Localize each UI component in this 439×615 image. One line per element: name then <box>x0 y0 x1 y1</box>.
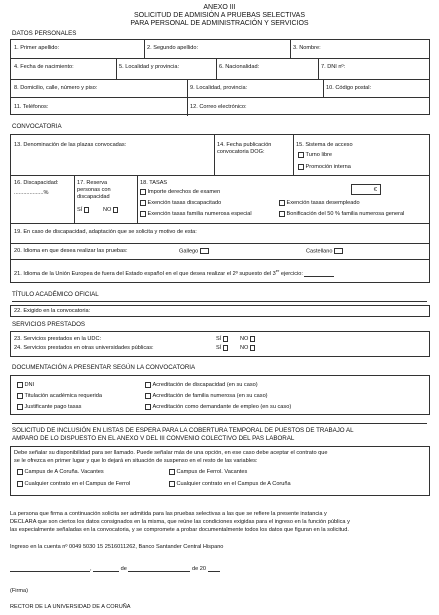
section-servicios: SERVICIOS PRESTADOS <box>12 321 86 328</box>
lista-instr-2: se le ofrezca en primer lugar y que lo dejará en situación de suspenso en el resto de las variables: <box>14 458 258 464</box>
checkbox-coruna-vacantes[interactable] <box>17 469 23 475</box>
label-idioma-pruebas: 20. Idioma en que desea realizar las pruebas: <box>14 248 128 254</box>
checkbox-familia-numerosa-especial[interactable] <box>140 211 146 217</box>
option-familia-numerosa-especial[interactable]: Exención tasas familia numerosa especial <box>140 211 252 217</box>
checkbox-exencion-desempleado[interactable] <box>279 200 285 206</box>
lista-instr-1: Debe señalar su disponibilidad para ser llamado. Puede señalar más de una opción, en ese caso debe aceptar el contrato que <box>14 450 328 456</box>
form-title-line1: SOLICITUD DE ADMISIÓN A PRUEBAS SELECTIVAS <box>133 12 306 19</box>
field-nombre[interactable]: 3. Nombre: <box>293 45 321 51</box>
option-promocion-interna[interactable]: Promoción interna <box>298 164 351 170</box>
doc-acred-discapacidad[interactable]: Acreditación de discapacidad (en su caso) <box>145 382 258 388</box>
udc-si[interactable]: SÍ <box>216 336 230 342</box>
checkbox-castellano[interactable] <box>334 248 343 254</box>
titulo-box <box>10 305 430 317</box>
option-bonificacion-50[interactable]: Bonificación del 50 % familia numerosa general <box>279 211 404 217</box>
option-importe-examen[interactable]: Importe derechos de examen <box>140 189 220 195</box>
field-dni[interactable]: 7. DNI nº: <box>321 64 346 70</box>
checkbox-turno-libre[interactable] <box>298 152 304 158</box>
checkbox-reserva-no[interactable] <box>113 207 119 213</box>
servicios-box <box>10 331 430 357</box>
option-ferrol-vacantes[interactable]: Campus de Ferrol. Vacantes <box>169 469 247 475</box>
option-exencion-desempleado[interactable]: Exención tasas desempleado <box>279 200 360 206</box>
field-segundo-apellido[interactable]: 2. Segundo apellido: <box>147 45 199 51</box>
declaracion-line3: las especialmente señaladas en la convocatoria, y se compromete a probar documentalmente todos los datos que figuran en la solicitud. <box>10 527 349 533</box>
ingreso-cuenta: Ingreso en la cuenta nº 0049 5030 15 2516011262, Banco Santander Central Hispano <box>10 544 224 550</box>
field-domicilio[interactable]: 8. Domicilio, calle, número y piso: <box>14 85 98 91</box>
field-titulo-exigido[interactable]: 22. Exigido en la convocatoria: <box>14 308 91 314</box>
label-servicios-udc: 23. Servicios prestados en la UDC: <box>14 336 102 342</box>
field-fecha-dog-1: 14. Fecha publicación <box>217 142 272 148</box>
doc-acred-familia[interactable]: Acreditación de familia numerosa (en su caso) <box>145 393 268 399</box>
field-discapacidad-pct[interactable]: ...................% <box>14 190 49 196</box>
field-fecha-dog-2[interactable]: convocatoria DOG: <box>217 149 265 155</box>
option-ferrol-cualquier[interactable]: Cualquier contrato en el Campus de Ferrol <box>17 481 130 487</box>
label-servicios-otras: 24. Servicios prestados en otras universidades públicas: <box>14 345 154 351</box>
fecha-line[interactable]: , de de 20 <box>10 566 220 572</box>
otras-no[interactable]: NO <box>240 345 257 351</box>
personal-box <box>10 39 430 115</box>
label-tasas: 18. TASAS <box>140 180 168 186</box>
field-nacionalidad[interactable]: 6. Nacionalidad: <box>219 64 260 70</box>
otras-si[interactable]: SÍ <box>216 345 230 351</box>
label-discapacidad: 16. Discapacidad: <box>14 180 59 186</box>
importe-input[interactable] <box>351 184 381 195</box>
label-reserva-3: discapacidad <box>77 194 110 200</box>
checkbox-exencion-discapacitado[interactable] <box>140 200 146 206</box>
section-documentacion: DOCUMENTACIÓN A PRESENTAR SEGÚN LA CONVOCATORIA <box>12 364 196 371</box>
option-coruna-cualquier[interactable]: Cualquier contrato en el Campus de A Coruña <box>169 481 291 487</box>
checkbox-otras-si[interactable] <box>223 345 229 351</box>
lista-title-line2: AMPARO DE LO DISPUESTO EN EL ANEXO V DEL III CONVENIO COLECTIVO DEL PAS LABORAL <box>12 435 295 442</box>
field-idioma-ue[interactable]: 21. Idioma de la Unión Europea de fuera del Estado español en el que desea realizar el 2º supuesto del 3er ejercicio: <box>14 269 334 277</box>
field-correo[interactable]: 12. Correo electrónico: <box>190 104 247 110</box>
firma-label: (Firma) <box>10 588 29 594</box>
field-telefonos[interactable]: 11. Teléfonos: <box>14 104 49 110</box>
checkbox-udc-no[interactable] <box>250 336 256 342</box>
doc-titulacion[interactable]: Titulación académica requerida <box>17 393 102 399</box>
section-convocatoria: CONVOCATORIA <box>12 123 62 130</box>
checkbox-importe-examen[interactable] <box>140 189 146 195</box>
checkbox-doc-acred-discapacidad[interactable] <box>145 382 151 388</box>
fecha-dia-input[interactable] <box>93 571 119 572</box>
declaracion-line1: La persona que firma a continuación solicita ser admitida para las pruebas selectivas a las que se refiere la presente instancia y <box>10 511 327 517</box>
checkbox-doc-justificante[interactable] <box>17 404 23 410</box>
checkbox-otras-no[interactable] <box>250 345 256 351</box>
label-sistema-acceso: 15. Sistema de acceso <box>296 142 353 148</box>
doc-acred-demandante[interactable]: Acreditación como demandante de empleo (en su caso) <box>145 404 291 410</box>
checkbox-doc-dni[interactable] <box>17 382 23 388</box>
reserva-si[interactable]: SÍ <box>77 207 91 213</box>
option-coruna-vacantes[interactable]: Campus de A Coruña. Vacantes <box>17 469 104 475</box>
section-titulo: TÍTULO ACADÉMICO OFICIAL <box>12 291 99 298</box>
fecha-anio-input[interactable] <box>208 571 220 572</box>
convocatoria-box <box>10 134 430 283</box>
euro-symbol: € <box>373 187 377 193</box>
option-turno-libre[interactable]: Turno libre <box>298 152 332 158</box>
udc-no[interactable]: NO <box>240 336 257 342</box>
checkbox-doc-acred-demandante[interactable] <box>145 404 151 410</box>
field-primer-apellido[interactable]: 1. Primer apellido: <box>14 45 60 51</box>
annex-label: ANEXO III <box>203 4 236 11</box>
declaracion-line2: DECLARA que son ciertos los datos consignados en la misma, que reúne las condiciones exigidas para el ingreso en la función pública y <box>10 519 350 525</box>
lista-box <box>10 446 430 496</box>
field-localidad-2[interactable]: 9. Localidad, provincia: <box>190 85 248 91</box>
field-localidad-provincia[interactable]: 5. Localidad y provincia: <box>119 64 180 70</box>
field-adaptacion[interactable]: 19. En caso de discapacidad, adaptación que se solicita y motivo de esta: <box>14 229 197 235</box>
doc-justificante[interactable]: Justificante pago tasas <box>17 404 81 410</box>
rector-label: RECTOR DE LA UNIVERSIDAD DE A CORUÑA <box>10 604 131 610</box>
checkbox-bonificacion-50[interactable] <box>279 211 285 217</box>
option-gallego[interactable]: Gallego <box>179 248 211 255</box>
fecha-mes-input[interactable] <box>128 571 190 572</box>
checkbox-ferrol-vacantes[interactable] <box>169 469 175 475</box>
documentacion-box <box>10 375 430 415</box>
lista-title-line1: SOLICITUD DE INCLUSIÓN EN LISTAS DE ESPERA PARA LA COBERTURA TEMPORAL DE PUESTOS DE TRABAJO AL <box>12 427 354 434</box>
label-reserva-2: personas con <box>77 187 111 193</box>
checkbox-doc-titulacion[interactable] <box>17 393 23 399</box>
checkbox-gallego[interactable] <box>200 248 209 254</box>
fecha-lugar-input[interactable] <box>10 571 90 572</box>
checkbox-udc-si[interactable] <box>223 336 229 342</box>
doc-dni[interactable]: DNI <box>17 382 34 388</box>
field-fecha-nacimiento[interactable]: 4. Fecha de nacimiento: <box>14 64 74 70</box>
checkbox-ferrol-cualquier[interactable] <box>17 481 23 487</box>
section-personal: DATOS PERSONALES <box>12 30 77 37</box>
form-title-line2: PARA PERSONAL DE ADMINISTRACIÓN Y SERVICIOS <box>130 20 309 27</box>
reserva-no[interactable]: NO <box>103 207 120 213</box>
field-denominacion[interactable]: 13. Denominación de las plazas convocadas: <box>14 142 127 148</box>
checkbox-reserva-si[interactable] <box>84 207 90 213</box>
field-codigo-postal[interactable]: 10. Código postal: <box>326 85 372 91</box>
option-exencion-discapacitado[interactable]: Exención tasas discapacitado <box>140 200 221 206</box>
label-reserva-1: 17. Reserva <box>77 180 108 186</box>
option-castellano[interactable]: Castellano <box>306 248 345 255</box>
checkbox-promocion-interna[interactable] <box>298 164 304 170</box>
checkbox-doc-acred-familia[interactable] <box>145 393 151 399</box>
checkbox-coruna-cualquier[interactable] <box>169 481 175 487</box>
